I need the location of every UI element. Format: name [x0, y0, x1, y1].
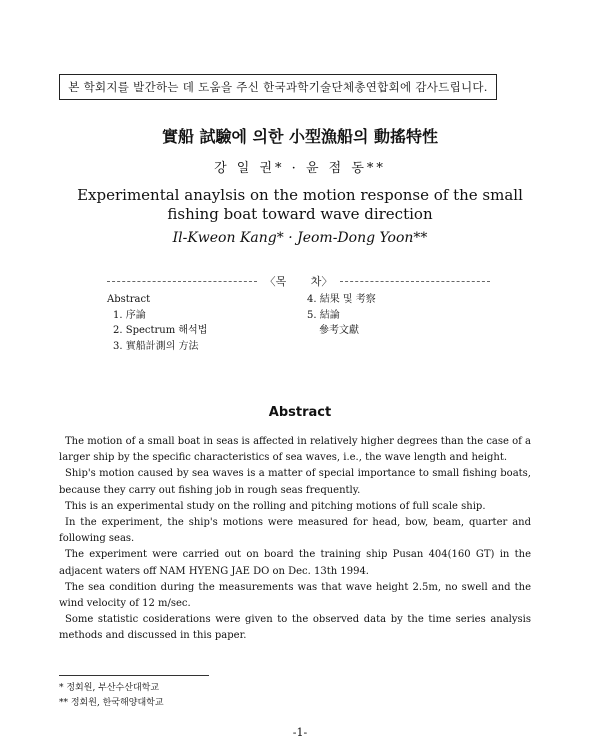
toc-item: 參考文獻 — [319, 325, 359, 336]
title-english-line1: Experimental anaylsis on the motion response of the small — [77, 186, 523, 204]
title-english-line2: fishing boat toward wave direction — [167, 205, 433, 223]
toc-item: 1. 序論 — [113, 309, 146, 321]
acknowledgement-text: 본 학회지를 발간하는 데 도움을 주신 한국과학기술단체총연합회에 감사드립니다. — [68, 80, 488, 94]
abstract-heading: Abstract — [268, 405, 332, 420]
toc-item: 3. 實船計測의 方法 — [113, 340, 199, 352]
abstract-paragraph: In the experiment, the ship's motions were measured for head, bow, beam, quarter and following seas. — [59, 517, 531, 545]
acknowledgement-box — [59, 74, 497, 100]
footnote: * 정회원, 부산수산대학교 — [59, 683, 160, 693]
toc-item: 2. Spectrum 해석법 — [113, 325, 208, 336]
footnotes — [59, 681, 164, 711]
abstract-body — [59, 434, 531, 645]
toc-right-column — [307, 292, 376, 339]
toc-heading-label: 〈목 차〉 — [264, 275, 333, 288]
toc-rule-left — [107, 281, 257, 282]
toc-left-column — [107, 292, 207, 354]
toc-item: 4. 結果 및 考察 — [307, 294, 376, 305]
title-korean: 實船 試驗에 의한 小型漁船의 動搖特性 — [161, 127, 439, 146]
title-english — [0, 186, 600, 224]
footnote: ** 정회원, 한국해양대학교 — [59, 698, 164, 708]
footnote-divider — [59, 675, 209, 676]
page-number: -1- — [292, 726, 308, 739]
toc-rule-right — [340, 281, 490, 282]
abstract-paragraph: The sea condition during the measurements was that wave height 2.5m, no swell and the wind velocity of 12 m/sec. — [59, 581, 531, 610]
toc-heading — [107, 274, 490, 288]
toc-item: Abstract — [107, 294, 151, 305]
abstract-paragraph: The motion of a small boat in seas is affected in relatively higher degrees than the case of a larger ship by the specific characteristics of sea waves, i.e., the wave length and height. — [59, 436, 531, 464]
abstract-paragraph: This is an experimental study on the rolling and pitching motions of full scale ship. — [65, 500, 486, 512]
abstract-paragraph: Ship's motion caused by sea waves is a matter of special importance to small fishing boats, because they carry out fishing job in rough seas frequently. — [59, 468, 531, 496]
authors-english: Il-Kweon Kang* · Jeom-Dong Yoon** — [172, 230, 428, 246]
abstract-paragraph: The experiment were carried out on board the training ship Pusan 404(160 GT) in the adjacent waters off NAM HYENG JAE DO on Dec. 13th 1994. — [59, 549, 531, 577]
authors-korean: 강 일 권* · 윤 점 동** — [214, 161, 386, 176]
abstract-paragraph: Some statistic cosiderations were given to the observed data by the time series analysis methods and discussed in this paper. — [59, 614, 531, 642]
toc-item: 5. 結論 — [307, 309, 340, 321]
